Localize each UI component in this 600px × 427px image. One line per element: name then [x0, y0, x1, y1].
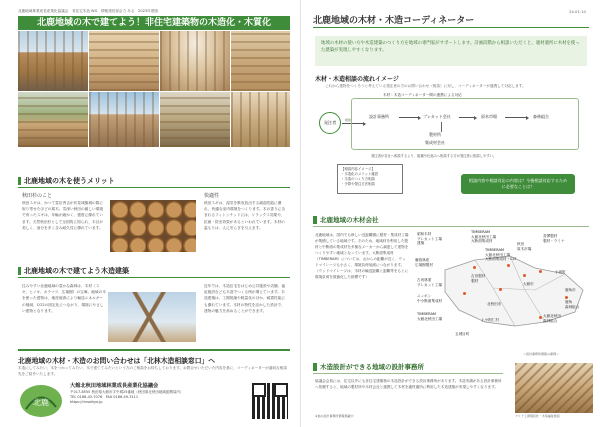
akita-sugi-heading: 秋田杉のこと: [22, 193, 53, 199]
map-marker-icon: [565, 296, 568, 299]
examples-title: 北鹿地域の木で建てよう木造建築: [18, 266, 129, 276]
org-url[interactable]: https://rinseikyo.jp: [70, 400, 103, 405]
photo-wood-dome: [160, 31, 230, 91]
flow-arrow-3: [505, 117, 527, 118]
contact-title: 北鹿地域の木材・木造のお問い合わせは「北林木造相談窓口」へ: [18, 357, 216, 365]
qr-code-icon[interactable]: [252, 383, 288, 419]
map-label: TIMBERAM 大館北秋田工場 大断面集成材: [471, 230, 497, 244]
photo-caption: ＜設計事務所情報の事例＞: [523, 352, 560, 356]
consult-examples-heading: 【相談内容イメージ】: [341, 167, 375, 171]
wood-companies-rule: [313, 226, 589, 227]
designers-text: 協議会会員には、住宅以外にも非住宅建築物の木造設計ができる設計事務所があります。木造実績がある設計事務所へ依頼すると、地域の製材所や木材会社と連携して木材を適材適所に利用した木造建築が実現しやすくなります。: [315, 379, 502, 389]
merits-rule: [18, 187, 290, 188]
flow-consult-label: 相談: [345, 118, 352, 122]
contact-subtitle: 木造にしてみたい、木をつかってみたい、木で建ててみたいという方のご相談をお待ちしております。お問合せいただいた内容を基に、コーディネーターが適切な相談先をご紹介いたします。: [18, 366, 287, 376]
examples-text-a: 住みやすい北鹿地域の豊かな森林は、木材（スギ、ヒノキ、カラマツ、広葉樹）の宝庫。地域の木を使った建物は、地産地消により輸送エネルギーの削減、CO2の固定化につながり、環境にやさしい建物となります。: [22, 284, 106, 313]
photo-wood-facility-interior: [515, 363, 593, 413]
map-marker-icon: [539, 270, 542, 273]
flow-arrow-2: [459, 117, 475, 118]
flow-footnote: 発注者が各社へ相談するより、組織や仕組みへ相談する方が発注者に相談しやすい。: [371, 154, 497, 158]
map-marker-icon: [473, 266, 476, 269]
map-label: 藤島林産 広葉樹製材: [415, 258, 433, 267]
photo-wood-ceiling: [231, 31, 290, 91]
flow-subtitle: これから建物をつくろうと考えている発注者の方のお問い合わせ（相談）に対し、コーディネーターが連携して対応します。: [325, 84, 526, 88]
node-precut-company: プレカット会社: [423, 114, 451, 119]
consult-example-item: ・木造化のメリット確認: [341, 172, 379, 176]
contact-section: [18, 349, 290, 423]
node-design-office: 設計事務所: [369, 114, 389, 119]
svg-text:北鹿: 北鹿: [33, 398, 49, 407]
map-marker-icon: [523, 274, 526, 277]
map-label: ニッポン 中小断面集成材: [417, 294, 443, 303]
node-glulam-company: 集成材会社: [425, 140, 445, 145]
org-address-block: [70, 390, 183, 406]
coordinator-network-label: 木材・木造コーディネーター間の連携による対応: [383, 93, 462, 97]
designers-title: 木造設計ができる地域の設計事務所: [313, 362, 424, 371]
map-marker-icon: [507, 264, 510, 267]
photo-log-yard: [18, 92, 88, 147]
photo-wood-building-exterior: [18, 31, 88, 91]
map-label: TIMBERAM 大館北秋田工場 大断面集成材・CLT: [485, 248, 517, 262]
map-label: 秋田 原木市場: [517, 242, 532, 251]
flow-title: 木材・木造相談の流れイメージ: [315, 76, 399, 83]
map-label: 昭和木材 プレカット工場 建築: [417, 232, 442, 246]
wood-companies-text: 北鹿地域は、国内でも珍しい近距離圏に製材・集成材工場が集積している地域です。そのため、地域材を利用した製材と中断面の集成材を多様なメーカーから調達して建物をつくりやすい地域となっています。大断面集成材（TIMBERAM）については、山からの距離が近く、ウッドマイレージも小さく、環境負荷低減につながります。（ウッドマイレージは、木材の輸送距離と距離等をもとに環境負荷を数値化した指標です）: [315, 233, 409, 279]
photo-log-ends: [110, 200, 196, 252]
merits-title: 北鹿地域の木を使うメリット: [18, 176, 115, 186]
main-banner: 北鹿地域の木で建てよう！非住宅建築物の木造化・木質化: [18, 16, 290, 30]
examples-rule: [18, 277, 290, 278]
map-marker-icon: [539, 316, 542, 319]
akita-sugi-text: 秋田スギは、かつて豊臣秀吉が伏見城築城の際に取り寄せたほどの銘木。雪深い秋田の厳しい環境で育ったスギは、年輪が細かく、強度に優れています。天然秋田杉として全国的に知られ、木目が美しく、油分を多く含み耐久性に優れています。: [22, 201, 104, 230]
designers-source-note: ※他の設計事務所情報掲載中: [315, 414, 354, 418]
coordinator-network-box: [351, 98, 579, 150]
photo-lumber-stack: [231, 92, 290, 147]
node-forest-union: 森林組合: [533, 114, 549, 119]
examples-text-b: 近年では、木造住宅をはじめ公共施設や店舗、福祉施設なども木造でつくる例が増えています。木造建築は、工期短縮や軽量化のほか、耐震性能にも優れています。木材の特性を活かした設計で、建物の魅力を高めることができます。: [204, 284, 286, 313]
photo-house-construction: [89, 92, 159, 147]
map-label: 鹿角市: [565, 288, 576, 292]
org-address: 〒017-8555 秋田県大館市字中城25番地（秋田県北秋田地域振興局内）: [70, 390, 184, 394]
consult-example-item: ・予算や発注方法相談: [341, 182, 375, 186]
map-label: 小坂町: [555, 270, 566, 274]
consult-examples-box: [337, 164, 403, 194]
map-marker-icon: [463, 292, 466, 295]
photo-wood-interior-hall: [89, 31, 159, 91]
map-marker-icon: [499, 288, 502, 291]
issue-date: 24.01.10: [569, 9, 586, 14]
comfort-heading: 快適性: [204, 193, 220, 199]
photo-subcaption: アリア工建築設計・木造福祉施設: [515, 414, 560, 418]
map-label: 鹿角 森林組合: [565, 300, 580, 309]
wood-companies-title: 北鹿地域の木材会社: [313, 215, 379, 224]
map-label: TIMBERAM 大館北秋田工場: [417, 312, 443, 321]
map-label: 大館北秋田 森林組合: [543, 314, 561, 323]
comfort-text: 秋田スギは、湿気を吸収放出する調湿性能に優れ、快適な室内環境をつくります。木の香りに含まれるフィトンチッドには、リラックス効果や、抗菌・防虫効果があるといわれています。木材の温もりは、人に安らぎを与えます。: [204, 201, 286, 230]
map-label: 北秋田市: [487, 302, 502, 306]
map-label: 五城目町: [455, 332, 470, 336]
flow-branch-line: [441, 122, 442, 132]
client-node: 発注者: [319, 112, 341, 134]
coordinator-intro: 地域の木材の使い方や木造建築のつくり方を地域の専門家がサポートします。計画段階から相談いただくと、適材適所に木材を使った建築が実現しやすくなります。: [315, 36, 587, 66]
org-name: 大館北秋田地域林業成長産業化協議会: [70, 383, 159, 389]
consult-example-item: ・木造のつくり方相談: [341, 177, 375, 181]
org-phone: TEL 0186-43-7076 FAX 0186-49-3111: [70, 395, 139, 400]
question-bubble: 相談内容や相談対応の内容は？今後相談対応するために必要なことは？: [461, 174, 575, 194]
coordinator-title: 北鹿地域の木材・木造コーディネーター: [313, 16, 475, 26]
map-label: 大館市: [523, 282, 534, 286]
council-logo-icon: [18, 381, 64, 421]
photo-timber-frame: [108, 292, 196, 342]
right-page: [300, 0, 600, 427]
region-map: [415, 230, 591, 340]
photo-sawmill: [160, 92, 230, 147]
map-label: 香澤製材 製材・ラミナ: [543, 234, 565, 243]
map-label: 古河林業 プレカット工場: [417, 278, 442, 287]
flow-arrow-1: [399, 117, 419, 118]
node-sawmill: 製材所: [429, 132, 441, 137]
designers-rule: [313, 373, 503, 374]
node-log-market: 原木市場: [481, 114, 497, 119]
map-label: 吉田製材 製材: [471, 274, 486, 283]
coordinator-rule: [313, 27, 589, 28]
map-label: 上小阿仁村: [481, 318, 499, 322]
header-caption: 北鹿地域林業成長産業化協議会 非住宅木造 WG 情報発信部会力 ある 2023年度版: [18, 9, 158, 13]
